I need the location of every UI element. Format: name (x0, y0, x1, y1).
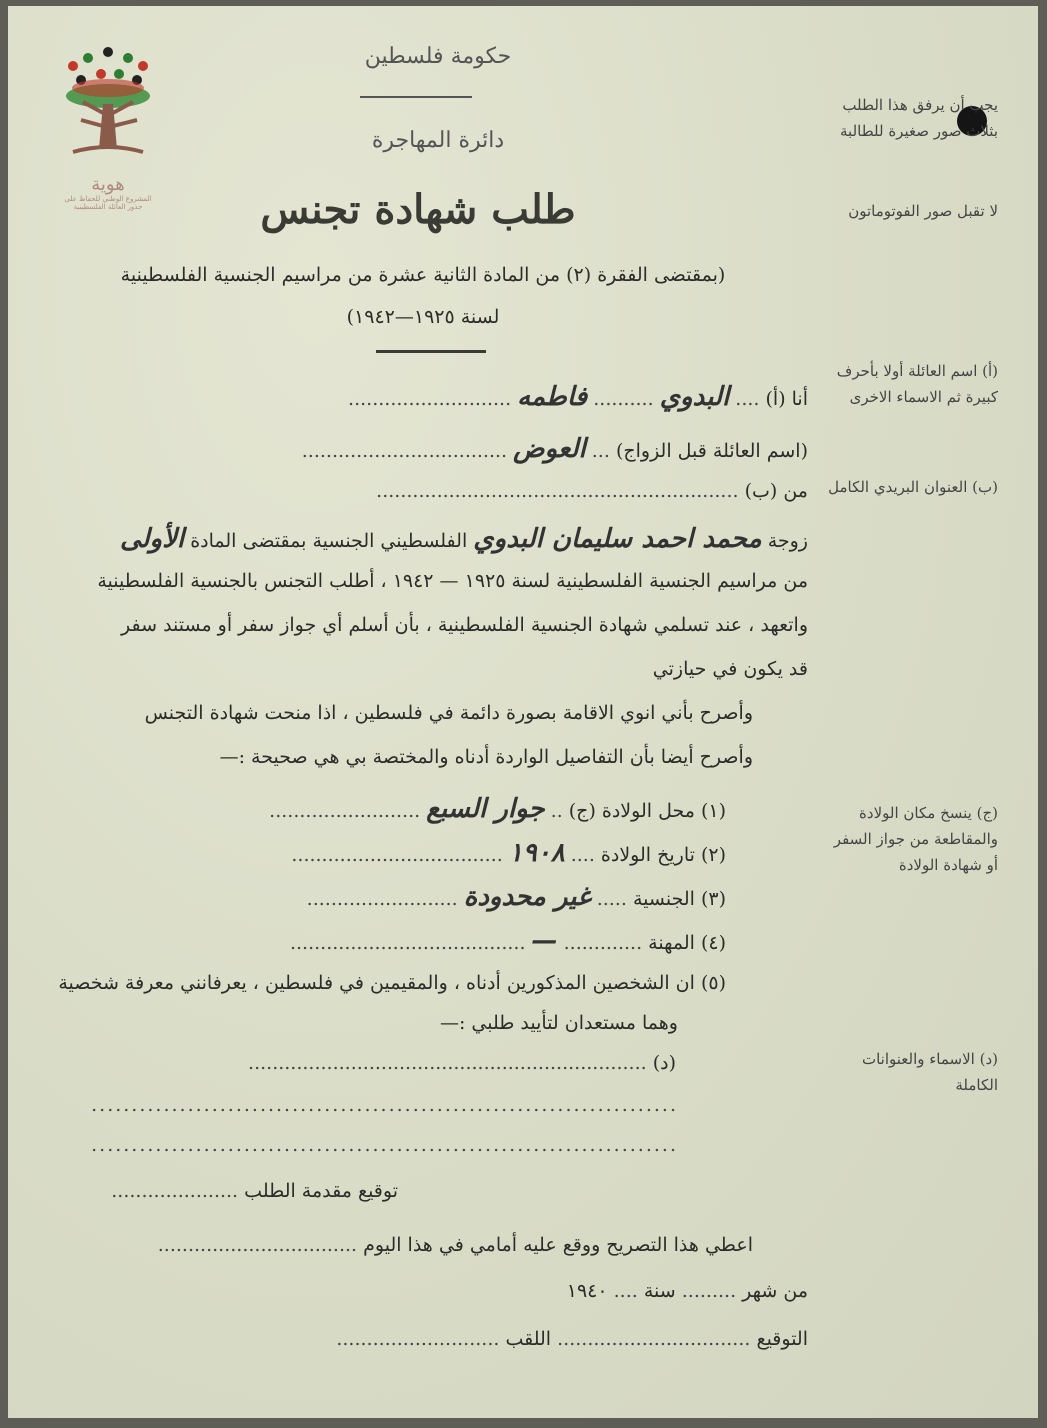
year-value: ١٩٤٠ (566, 1280, 608, 1302)
form-subtitle: (بمقتضى الفقرة (٢) من المادة الثانية عشرة من مراسيم الجنسية الفلسطينية (120, 264, 726, 286)
title-divider (376, 350, 486, 353)
question-2-line: (٢) تاريخ الولادة .... ١٩٠٨ ................................... (291, 838, 726, 868)
date-line: من شهر ......... سنة .... ١٩٤٠ (566, 1280, 808, 1302)
header-divider (360, 96, 472, 98)
logo-title: هوية (91, 174, 125, 195)
side-note-a: (أ) اسم العائلة أولا بأحرف كبيرة ثم الاسماء الاخرى (836, 362, 998, 406)
maiden-value: العوض (513, 434, 586, 464)
family-tree-icon (53, 44, 163, 174)
year-label: سنة (643, 1280, 676, 1302)
official-signature-line: التوقيع ................................ اللقب ........................... (336, 1328, 808, 1350)
side-note-photos: يجب أن يرفق هذا الطلب بثلاث صور صغيرة للطالبة (840, 96, 998, 140)
referees-label: (د) (652, 1052, 676, 1074)
question-4-value: — (531, 926, 558, 956)
address-line: من (ب) ............................................................ (376, 480, 808, 502)
maiden-name-line: (اسم العائلة قبل الزواج) ... العوض .................................. (301, 434, 808, 464)
question-2-label: (٢) تاريخ الولادة (600, 844, 726, 866)
question-5-line-1: (٥) ان الشخصين المذكورين أدناه ، والمقيمين في فلسطين ، يعرفانني معرفة شخصية (58, 972, 726, 994)
question-1-label: (١) محل الولادة (ج) (568, 800, 726, 822)
question-3-line: (٣) الجنسية ..... غير محدودة ......................... (306, 882, 726, 912)
husband-line (120, 524, 808, 554)
side-note-photomaton: لا تقبل صور الفوتوماتون (848, 202, 998, 220)
applicant-signature-label: توقيع مقدمة الطلب (244, 1180, 398, 1202)
heritage-logo (53, 44, 163, 224)
wife-of-rest: الفلسطيني الجنسية بمقتضى المادة (190, 530, 468, 552)
department-heading: دائرة المهاجرة (371, 128, 505, 153)
name-line: أنا (أ) .... البدوي .......... فاطمه ........................... (348, 382, 808, 412)
question-5-line-2: وهما مستعدان لتأييد طلبي :— (439, 1012, 678, 1034)
referees-line-2: ......................................................................... (91, 1094, 678, 1116)
form-subtitle-years: لسنة ١٩٢٥—١٩٤٢) (346, 306, 500, 328)
question-2-value: ١٩٠٨ (508, 838, 565, 868)
article-value: الأولى (119, 524, 185, 554)
official-signature-label: التوقيع (756, 1328, 808, 1350)
logo-subtitle-1: المشروع الوطني للحفاظ على (64, 195, 152, 203)
question-1-line: (١) محل الولادة (ج) .. جوار السبع ......................... (269, 794, 726, 824)
side-note-d: (د) الاسماء والعنوانات الكاملة (861, 1050, 998, 1094)
question-4-label: (٤) المهنة (648, 932, 726, 954)
referees-line-1: (د) .................................................................. (248, 1052, 676, 1074)
husband-name-value: محمد احمد سليمان البدوي (473, 524, 762, 554)
name-given-value: فاطمه (517, 382, 588, 412)
declaration-label: اعطي هذا التصريح ووقع عليه أمامي في هذا اليوم (363, 1234, 753, 1256)
paragraph-5: وأصرح أيضا بأن التفاصيل الواردة أدناه والمختصة بي هي صحيحة :— (219, 746, 753, 768)
paragraph-3: قد يكون في حيازتي (652, 658, 808, 680)
applicant-signature-line: توقيع مقدمة الطلب ..................... (111, 1180, 398, 1202)
question-3-label: (٣) الجنسية (632, 888, 726, 910)
paragraph-2: واتعهد ، عند تسلمي شهادة الجنسية الفلسطينية ، بأن أسلم أي جواز سفر أو مستند سفر (121, 614, 808, 636)
address-label: من (ب) (744, 480, 808, 502)
side-note-c: (ج) ينسخ مكان الولادة والمقاطعة من جواز السفر أو شهادة الولادة (833, 804, 998, 874)
question-3-value: غير محدودة (463, 882, 591, 912)
name-label: أنا (أ) (765, 388, 808, 410)
government-heading: حكومة فلسطين (364, 44, 512, 69)
side-note-b: (ب) العنوان البريدي الكامل (828, 478, 998, 496)
question-1-value: جوار السبع (426, 794, 545, 824)
logo-subtitle-2: جذور العائلة الفلسطينية (73, 203, 143, 211)
paragraph-4: وأصرح بأني انوي الاقامة بصورة دائمة في فلسطين ، اذا منحت شهادة التجنس (144, 702, 753, 724)
question-4-line: (٤) المهنة ............. — ....................................... (289, 926, 726, 956)
declaration-line: اعطي هذا التصريح ووقع عليه أمامي في هذا اليوم ................................. (157, 1234, 753, 1256)
paragraph-1: من مراسيم الجنسية الفلسطينية لسنة ١٩٢٥ — ١٩٤٢ ، أطلب التجنس بالجنسية الفلسطينية (97, 570, 808, 592)
name-family-value: البدوي (659, 382, 730, 412)
referees-line-3: ......................................................................... (91, 1134, 678, 1156)
wife-of-label: زوجة (767, 530, 808, 552)
document-page (8, 6, 1038, 1418)
maiden-label: (اسم العائلة قبل الزواج) (615, 440, 808, 462)
month-label: من شهر (742, 1280, 808, 1302)
official-title-label: اللقب (505, 1328, 552, 1350)
form-title: طلب شهادة تجنس (260, 186, 576, 233)
